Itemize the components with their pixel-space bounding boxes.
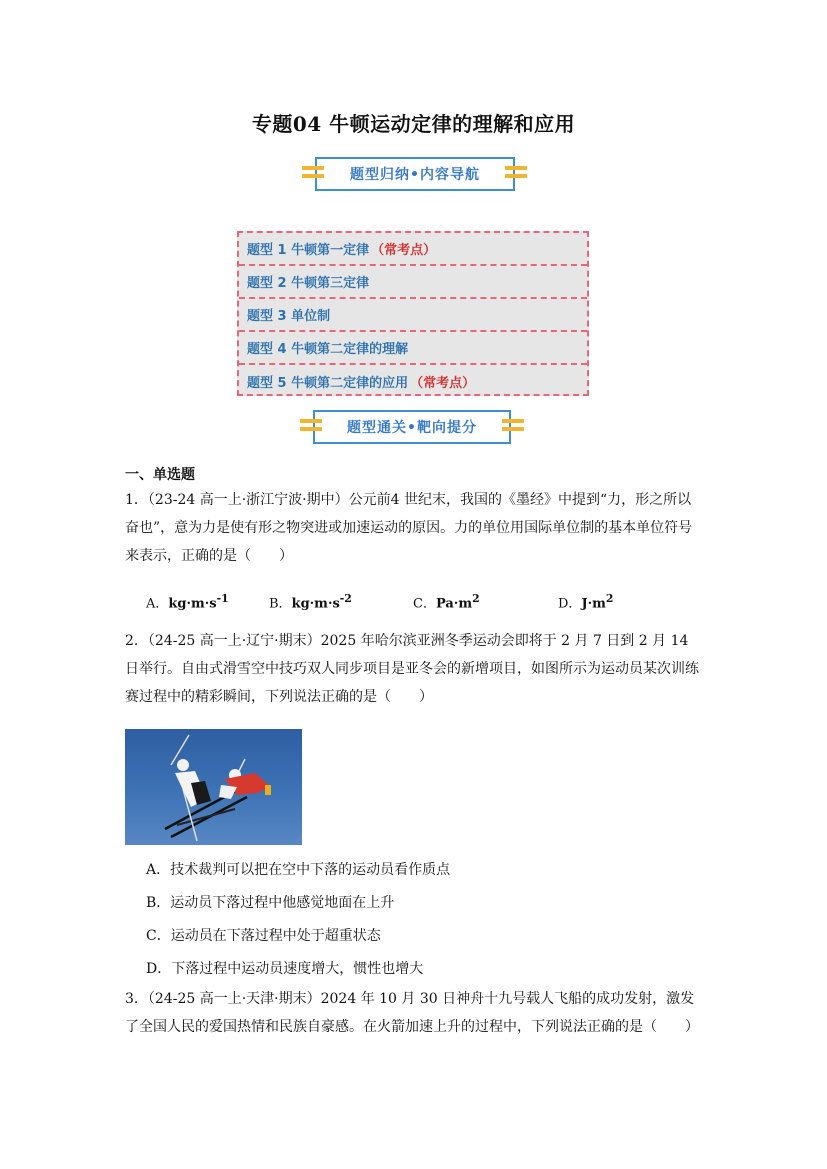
banner-content-nav — [315, 157, 515, 191]
option-exponent: -1 — [216, 592, 229, 605]
question-1-option-c[interactable] — [413, 592, 480, 611]
skiing-photo — [125, 729, 302, 845]
toc-item-4[interactable] — [239, 332, 587, 365]
toc-box — [237, 231, 589, 396]
option-exponent: 2 — [472, 592, 480, 605]
section-heading: 一、单选题 — [125, 467, 195, 483]
option-formula: kg·m·s — [168, 596, 217, 612]
question-2-option-d[interactable]: D．下落过程中运动员速度增大，惯性也增大 — [146, 961, 424, 977]
toc-item-tag: （常考点） — [371, 243, 437, 258]
question-2-option-b[interactable]: B．运动员下落过程中他感觉地面在上升 — [146, 895, 395, 911]
option-exponent: 2 — [605, 592, 614, 605]
toc-item-label: 题型 5 牛顿第二定律的应用 — [247, 376, 409, 391]
option-letter: C． — [413, 596, 436, 612]
option-formula: J·m — [581, 596, 606, 612]
question-1-option-b[interactable] — [269, 592, 352, 611]
question-1-option-d[interactable] — [558, 592, 613, 611]
toc-item-3[interactable] — [239, 299, 587, 332]
option-letter: A． — [146, 596, 169, 612]
option-letter: D． — [558, 596, 582, 612]
question-3-text: 3．（24-25 高一上·天津·期末）2024 年 10 月 30 日神舟十九号载人飞船的成功发射，激发了全国人民的爱国热情和民族自豪感。在火箭加速上升的过程中，下列说法正确的是（ ） — [125, 991, 699, 1035]
question-1-option-a[interactable] — [146, 592, 229, 611]
question-2-option-c[interactable]: C．运动员在下落过程中处于超重状态 — [146, 928, 381, 944]
banner-practice-label: 题型通关•靶向提分 — [347, 420, 477, 436]
banner-content-nav-label: 题型归纳•内容导航 — [350, 167, 480, 183]
toc-item-1[interactable] — [239, 233, 587, 266]
toc-item-label: 题型 1 牛顿第一定律 — [247, 243, 370, 258]
question-2-text: 2．（24-25 高一上·辽宁·期末）2025 年哈尔滨亚洲冬季运动会即将于 2 月 7 日到 2 月 14 日举行。自由式滑雪空中技巧双人同步项目是亚冬会的新增项目，如图所示为运动员某次训练赛过程中的精彩瞬间，下列说法正确的是（ ） — [125, 633, 699, 705]
option-exponent: -2 — [339, 592, 352, 605]
question-2-option-a[interactable]: A．技术裁判可以把在空中下落的运动员看作质点 — [146, 862, 451, 878]
banner-practice — [313, 410, 511, 444]
page-title: 专题04 牛顿运动定律的理解和应用 — [251, 112, 576, 136]
toc-item-label: 题型 3 单位制 — [247, 309, 331, 324]
skiers-illustration — [125, 729, 302, 845]
toc-item-label: 题型 2 牛顿第三定律 — [247, 276, 370, 291]
toc-item-5[interactable] — [239, 365, 587, 398]
option-formula: kg·m·s — [291, 596, 340, 612]
toc-item-2[interactable] — [239, 266, 587, 299]
toc-item-label: 题型 4 牛顿第二定律的理解 — [247, 342, 409, 357]
option-formula: Pa·m — [435, 596, 473, 612]
toc-item-tag: （常考点） — [410, 376, 476, 391]
option-letter: B． — [269, 596, 292, 612]
question-1-text: 1．（23-24 高一上·浙江宁波·期中）公元前4 世纪末，我国的《墨经》中提到“力，形之所以奋也”，意为力是使有形之物突进或加速运动的原因。力的单位用国际单位制的基本单位符号来表示，正确的是（ ） — [125, 492, 693, 564]
